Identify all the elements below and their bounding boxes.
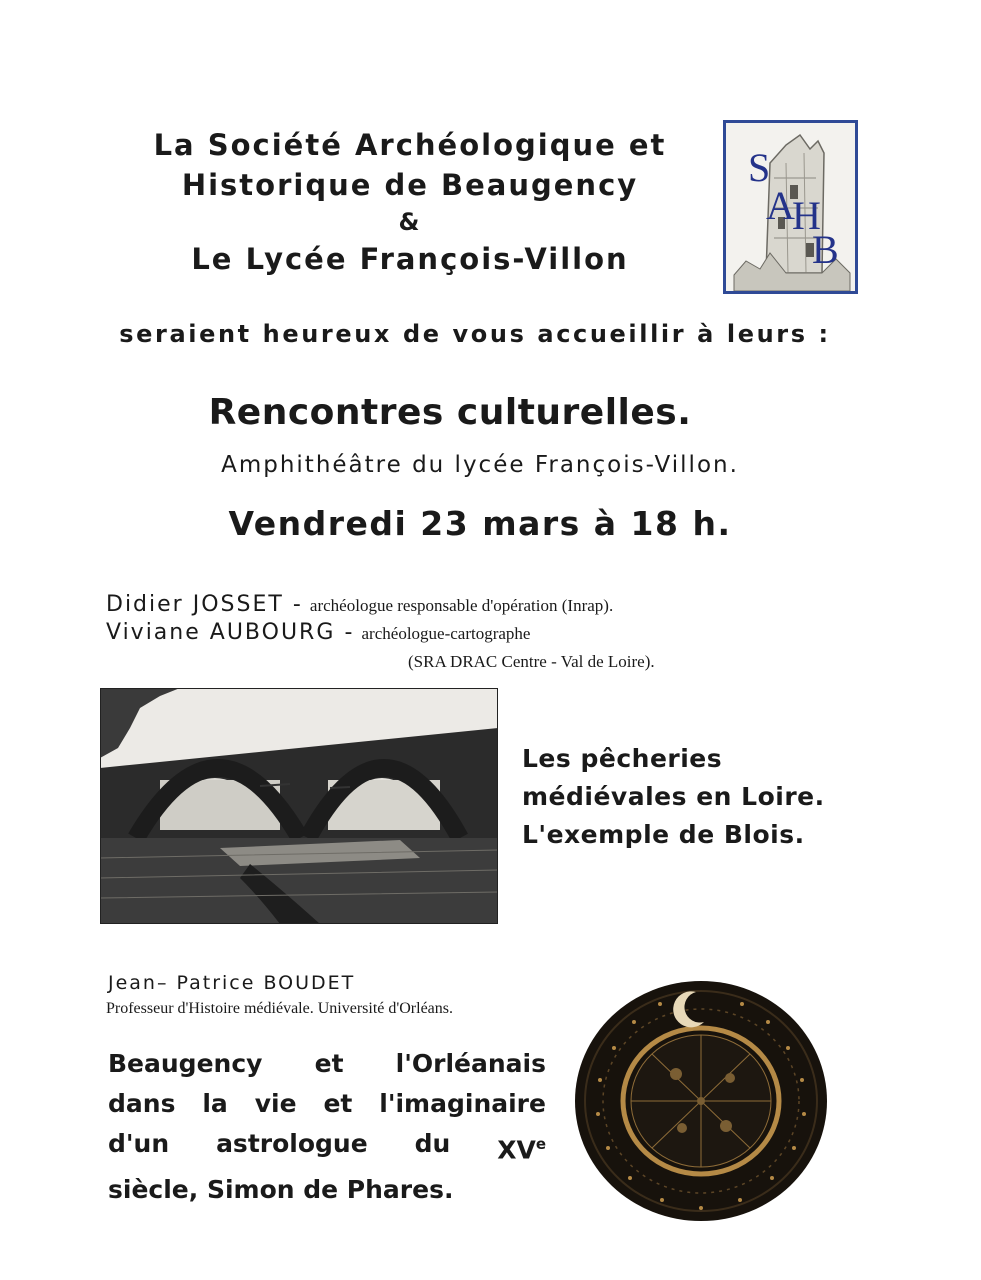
speaker-josset <box>106 592 613 617</box>
event-date: Vendredi 23 mars à 18 h. <box>228 504 732 543</box>
speaker-affiliation: (SRA DRAC Centre - Val de Loire). <box>408 652 655 671</box>
talk2-word: d'un <box>108 1129 170 1158</box>
speaker-boudet-name: Jean– Patrice BOUDET <box>108 972 356 994</box>
talk2-line-1 <box>108 1044 546 1084</box>
logo-letter-s: S <box>748 145 771 190</box>
talk2-title <box>108 1044 546 1210</box>
talk1-line: L'exemple de Blois. <box>522 820 805 849</box>
speaker-dash: - <box>292 592 301 617</box>
speaker-name: Didier JOSSET <box>106 592 284 617</box>
event-title: Rencontres culturelles. <box>208 392 692 433</box>
speaker-role: archéologue-cartographe <box>361 624 531 643</box>
talk2-line-4: siècle, Simon de Phares. <box>108 1175 454 1205</box>
talk1-line: médiévales en Loire. <box>522 782 825 811</box>
astrological-disc <box>572 978 830 1224</box>
speaker-boudet-role: Professeur d'Histoire médiévale. Université d'Orléans. <box>106 1000 453 1017</box>
logo-letter-h: H <box>792 193 821 238</box>
talk2-superscript: e <box>535 1135 546 1153</box>
talk1-title <box>522 740 825 854</box>
event-venue: Amphithéâtre du lycée François-Villon. <box>221 452 739 478</box>
talk2-word: Beaugency <box>108 1049 263 1078</box>
speaker-dash: - <box>344 620 353 645</box>
logo-letter-a: A <box>766 183 795 228</box>
talk1-line: Les pêcheries <box>522 744 723 773</box>
talk2-word: et <box>323 1089 353 1118</box>
speaker-aubourg <box>106 620 530 645</box>
organizer-line-1: La Société Archéologique et <box>153 128 667 162</box>
talk2-line-3 <box>108 1124 546 1170</box>
organizer-line-2: Historique de Beaugency <box>181 168 639 202</box>
talk2-word: la <box>202 1089 228 1118</box>
tower-illustration <box>726 123 855 291</box>
talk2-word: l'Orléanais <box>395 1049 546 1078</box>
talk2-word: astrologue <box>216 1129 368 1158</box>
sahb-logo <box>723 120 858 294</box>
talk2-word: vie <box>254 1089 297 1118</box>
bridge-illustration <box>100 688 498 924</box>
talk2-word: dans <box>108 1089 176 1118</box>
talk2-century <box>497 1124 546 1170</box>
speaker-name: Viviane AUBOURG <box>106 620 336 645</box>
invitation-text: seraient heureux de vous accueillir à leurs : <box>119 320 831 348</box>
logo-letter-b: B <box>812 227 839 272</box>
bridge-engraving <box>100 688 498 924</box>
talk2-word: et <box>314 1049 344 1078</box>
talk2-word: XV <box>497 1135 536 1165</box>
talk2-word: du <box>414 1129 451 1158</box>
talk2-word: l'imaginaire <box>379 1089 546 1118</box>
speaker-role: archéologue responsable d'opération (Inrap). <box>309 596 614 615</box>
organizer-line-3: Le Lycée François-Villon <box>191 242 629 276</box>
ampersand: & <box>398 208 422 236</box>
talk2-line-2 <box>108 1084 546 1124</box>
astrology-wheel-illustration <box>572 978 830 1224</box>
